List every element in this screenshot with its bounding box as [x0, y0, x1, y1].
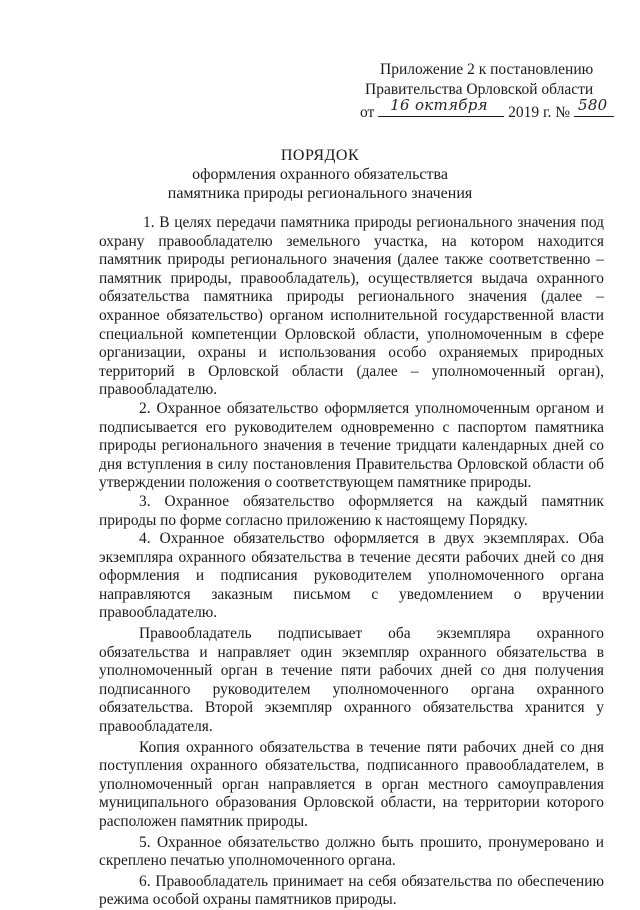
title-line-2: оформления охранного обязательства — [192, 166, 448, 183]
appendix-line-1: Приложение 2 к постановлению — [380, 61, 594, 78]
number-blank — [574, 96, 614, 117]
paragraph-5: 5. Охранное обязательство должно быть прошито, пронумеровано и скреплено печатью уполномоченного органа. — [99, 833, 604, 870]
paragraph-4-copy: Копия охранного обязательства в течение пяти рабочих дней со дня поступления охранного обязательства, подписанного правообладателем, в уполномоченный орган направляется в орган местного самоуправления муниципального образования Орловской области, на территории которого расположен памятник природы. — [99, 738, 604, 830]
paragraph-2: 2. Охранное обязательство оформляется уполномоченным органом и подписывается его руководителем одновременно с паспортом памятника природы регионального значения в течение тридцати календарных дней со дня вступления в силу постановления Правительства Орловской области об утверждении положения о соответствующем памятнике природы. — [99, 399, 604, 492]
paragraph-4: 4. Охранное обязательство оформляется в двух экземплярах. Оба экземпляра охранного обязательства в течение десяти рабочих дней со дня оформления и подписания руководителем уполномоченного органа направляются заказным письмом с уведомлением о вручении правообладателю. — [99, 530, 604, 622]
document-body — [99, 214, 604, 910]
title-line-3: памятника природы регионального значения — [167, 185, 473, 202]
paragraph-3: 3. Охранное обязательство оформляется на каждый памятник природы по форме согласно приложению к настоящему Порядку. — [99, 492, 604, 529]
year-number-label: 2019 г. № — [508, 104, 571, 121]
appendix-date-line — [360, 96, 610, 122]
paragraph-1: 1. В целях передачи памятника природы регионального значения под охрану правообладателю земельного участка, на котором находится памятник природы регионального значения (далее также соответственно – памятник природы, правообладатель), осуществляется выдача охранного обязательства памятника природы регионального значения (далее – охранное обязательство) органом исполнительной государственной власти специальной компетенции Орловской области, уполномоченным в сфере организации, охраны и использования особо охраняемых природных территорий в Орловской области (далее – уполномоченный орган), правообладателю. — [99, 214, 604, 399]
appendix-line-2: Правительства Орловской области — [365, 81, 594, 98]
title-main: ПОРЯДОК — [280, 147, 360, 164]
paragraph-4-owner-signs: Правообладатель подписывает оба экземпляра охранного обязательства и направляет один экземпляр охранного обязательства в уполномоченный орган в течение пяти рабочих дней со дня получения подписанного руководителем уполномоченного органа охранного обязательства. Второй экземпляр охранного обязательства хранится у правообладателя. — [99, 625, 604, 736]
appendix-header — [360, 60, 610, 122]
document-title — [0, 146, 640, 203]
date-prefix: от — [360, 104, 375, 121]
handwritten-date: 16 октября — [390, 96, 488, 114]
handwritten-number: 580 — [577, 96, 608, 114]
paragraph-6: 6. Правообладатель принимает на себя обязательства по обеспечению режима особой охраны памятников природы. — [99, 872, 604, 909]
date-blank — [378, 96, 504, 117]
